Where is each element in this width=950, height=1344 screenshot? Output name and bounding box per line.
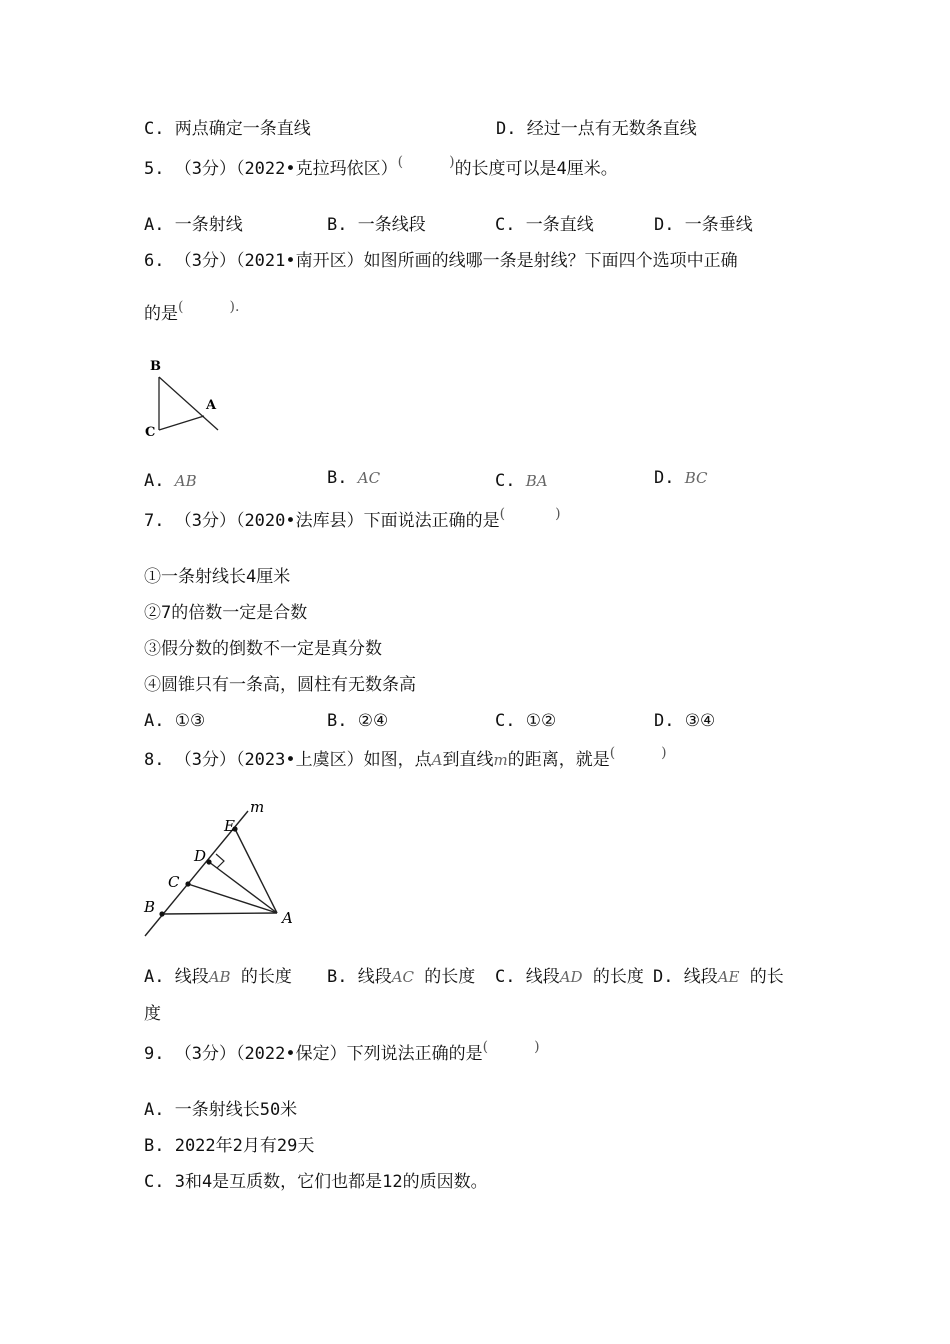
q6-option-b-math: AC (357, 469, 381, 487)
q8-right-angle-mark (216, 854, 224, 868)
q8-label-m: m (250, 798, 265, 816)
q8-option-d-wrap: 度 (144, 1004, 161, 1024)
q8-label-a: A (282, 909, 293, 927)
q7-option-d: D. ③④ (654, 711, 716, 731)
q8-option-d: D. 线段AE 的长 (653, 967, 784, 987)
q9-option-a: A. 一条射线长50米 (144, 1100, 298, 1120)
q5-prefix: 5. （3分）（2022•克拉玛依区） (144, 159, 398, 179)
q6-period: . (234, 299, 240, 315)
q6-line2-text: 的是 (144, 304, 178, 324)
q9-answer-paren: ( ) (482, 1039, 540, 1055)
q6-label-b: B (150, 359, 161, 374)
q6-option-a-math: AB (174, 472, 197, 490)
q6-option-b: B. AC (327, 468, 381, 488)
q8-prefix: 8. （3分）（2023•上虞区）如图，点 (144, 750, 432, 770)
q7-stem (144, 506, 561, 533)
q8-option-a-math: AB (208, 968, 231, 986)
q6-option-d-math: BC (684, 469, 708, 487)
q7-option-b: B. ②④ (327, 711, 389, 731)
q9-option-b: B. 2022年2月有29天 (144, 1136, 315, 1156)
q8-segment-da (209, 862, 277, 913)
q5-option-c: C. 一条直线 (495, 215, 594, 235)
q6-option-c-math: BA (525, 472, 548, 490)
q7-statement-1: ①一条射线长4厘米 (144, 567, 291, 587)
q8-point-c-dot (185, 881, 190, 886)
q8-segment-ba (162, 913, 277, 914)
q5-suffix: 的长度可以是4厘米。 (454, 159, 618, 179)
q5-option-b: B. 一条线段 (327, 215, 426, 235)
q8-option-b-math: AC (391, 968, 415, 986)
q8-label-b: B (144, 898, 156, 916)
q9-stem (144, 1039, 540, 1066)
q5-stem (144, 154, 618, 181)
q7-statement-2: ②7的倍数一定是合数 (144, 603, 308, 623)
q6-option-c: C. BA (495, 471, 548, 491)
q8-option-c: C. 线段AD 的长度 (495, 967, 644, 987)
q6-segment-ca (159, 416, 204, 430)
q8-segment-ca (188, 884, 277, 913)
q8-option-a: A. 线段AB 的长度 (144, 967, 292, 987)
q8-segment-ea (235, 829, 277, 913)
q8-point-b-dot (159, 911, 164, 916)
q7-statement-3: ③假分数的倒数不一定是真分数 (144, 639, 382, 659)
q8-point-d-dot (206, 859, 211, 864)
q8-answer-paren: ( ) (609, 745, 667, 761)
q5-option-a: A. 一条射线 (144, 215, 243, 235)
q6-label-a: A (206, 398, 217, 413)
q6-answer-paren: ( ). (178, 299, 240, 315)
q8-option-d-math: AE (717, 968, 740, 986)
q9-prefix: 9. （3分）（2022•保定）下列说法正确的是 (144, 1044, 483, 1064)
q8-label-d: D (194, 847, 207, 865)
q6-stem-line2 (144, 299, 240, 326)
q7-answer-paren: ( ) (499, 506, 561, 522)
q6-stem-line1: 6. （3分）（2021•南开区）如图所画的线哪一条是射线？下面四个选项中正确 (144, 251, 738, 271)
q8-line-m: m (493, 751, 508, 769)
q7-option-a: A. ①③ (144, 711, 206, 731)
q8-point-a: A (431, 751, 443, 769)
q7-prefix: 7. （3分）（2020•法库县）下面说法正确的是 (144, 511, 500, 531)
q8-option-b: B. 线段AC 的长度 (327, 967, 476, 987)
q6-label-c: C (145, 425, 156, 440)
q8-suffix: 的距离，就是 (507, 750, 610, 770)
q8-middle: 到直线 (442, 750, 494, 770)
q9-option-c: C. 3和4是互质数，它们也都是12的质因数。 (144, 1172, 488, 1192)
q7-statement-4: ④圆锥只有一条高，圆柱有无数条高 (144, 675, 416, 695)
q5-option-d: D. 一条垂线 (654, 215, 753, 235)
q8-label-e: E (224, 817, 235, 835)
q6-option-a: A. AB (144, 471, 197, 491)
q8-stem (144, 745, 667, 772)
q4-option-c: C. 两点确定一条直线 (144, 119, 311, 139)
q5-answer-paren: ( ) (397, 154, 455, 170)
q7-option-c: C. ①② (495, 711, 557, 731)
q6-option-d: D. BC (654, 468, 708, 488)
q4-option-d: D. 经过一点有无数条直线 (496, 119, 697, 139)
q8-label-c: C (168, 873, 180, 891)
q8-option-c-math: AD (559, 968, 583, 986)
q8-figure (138, 796, 308, 942)
q6-figure-triangle (140, 352, 230, 442)
